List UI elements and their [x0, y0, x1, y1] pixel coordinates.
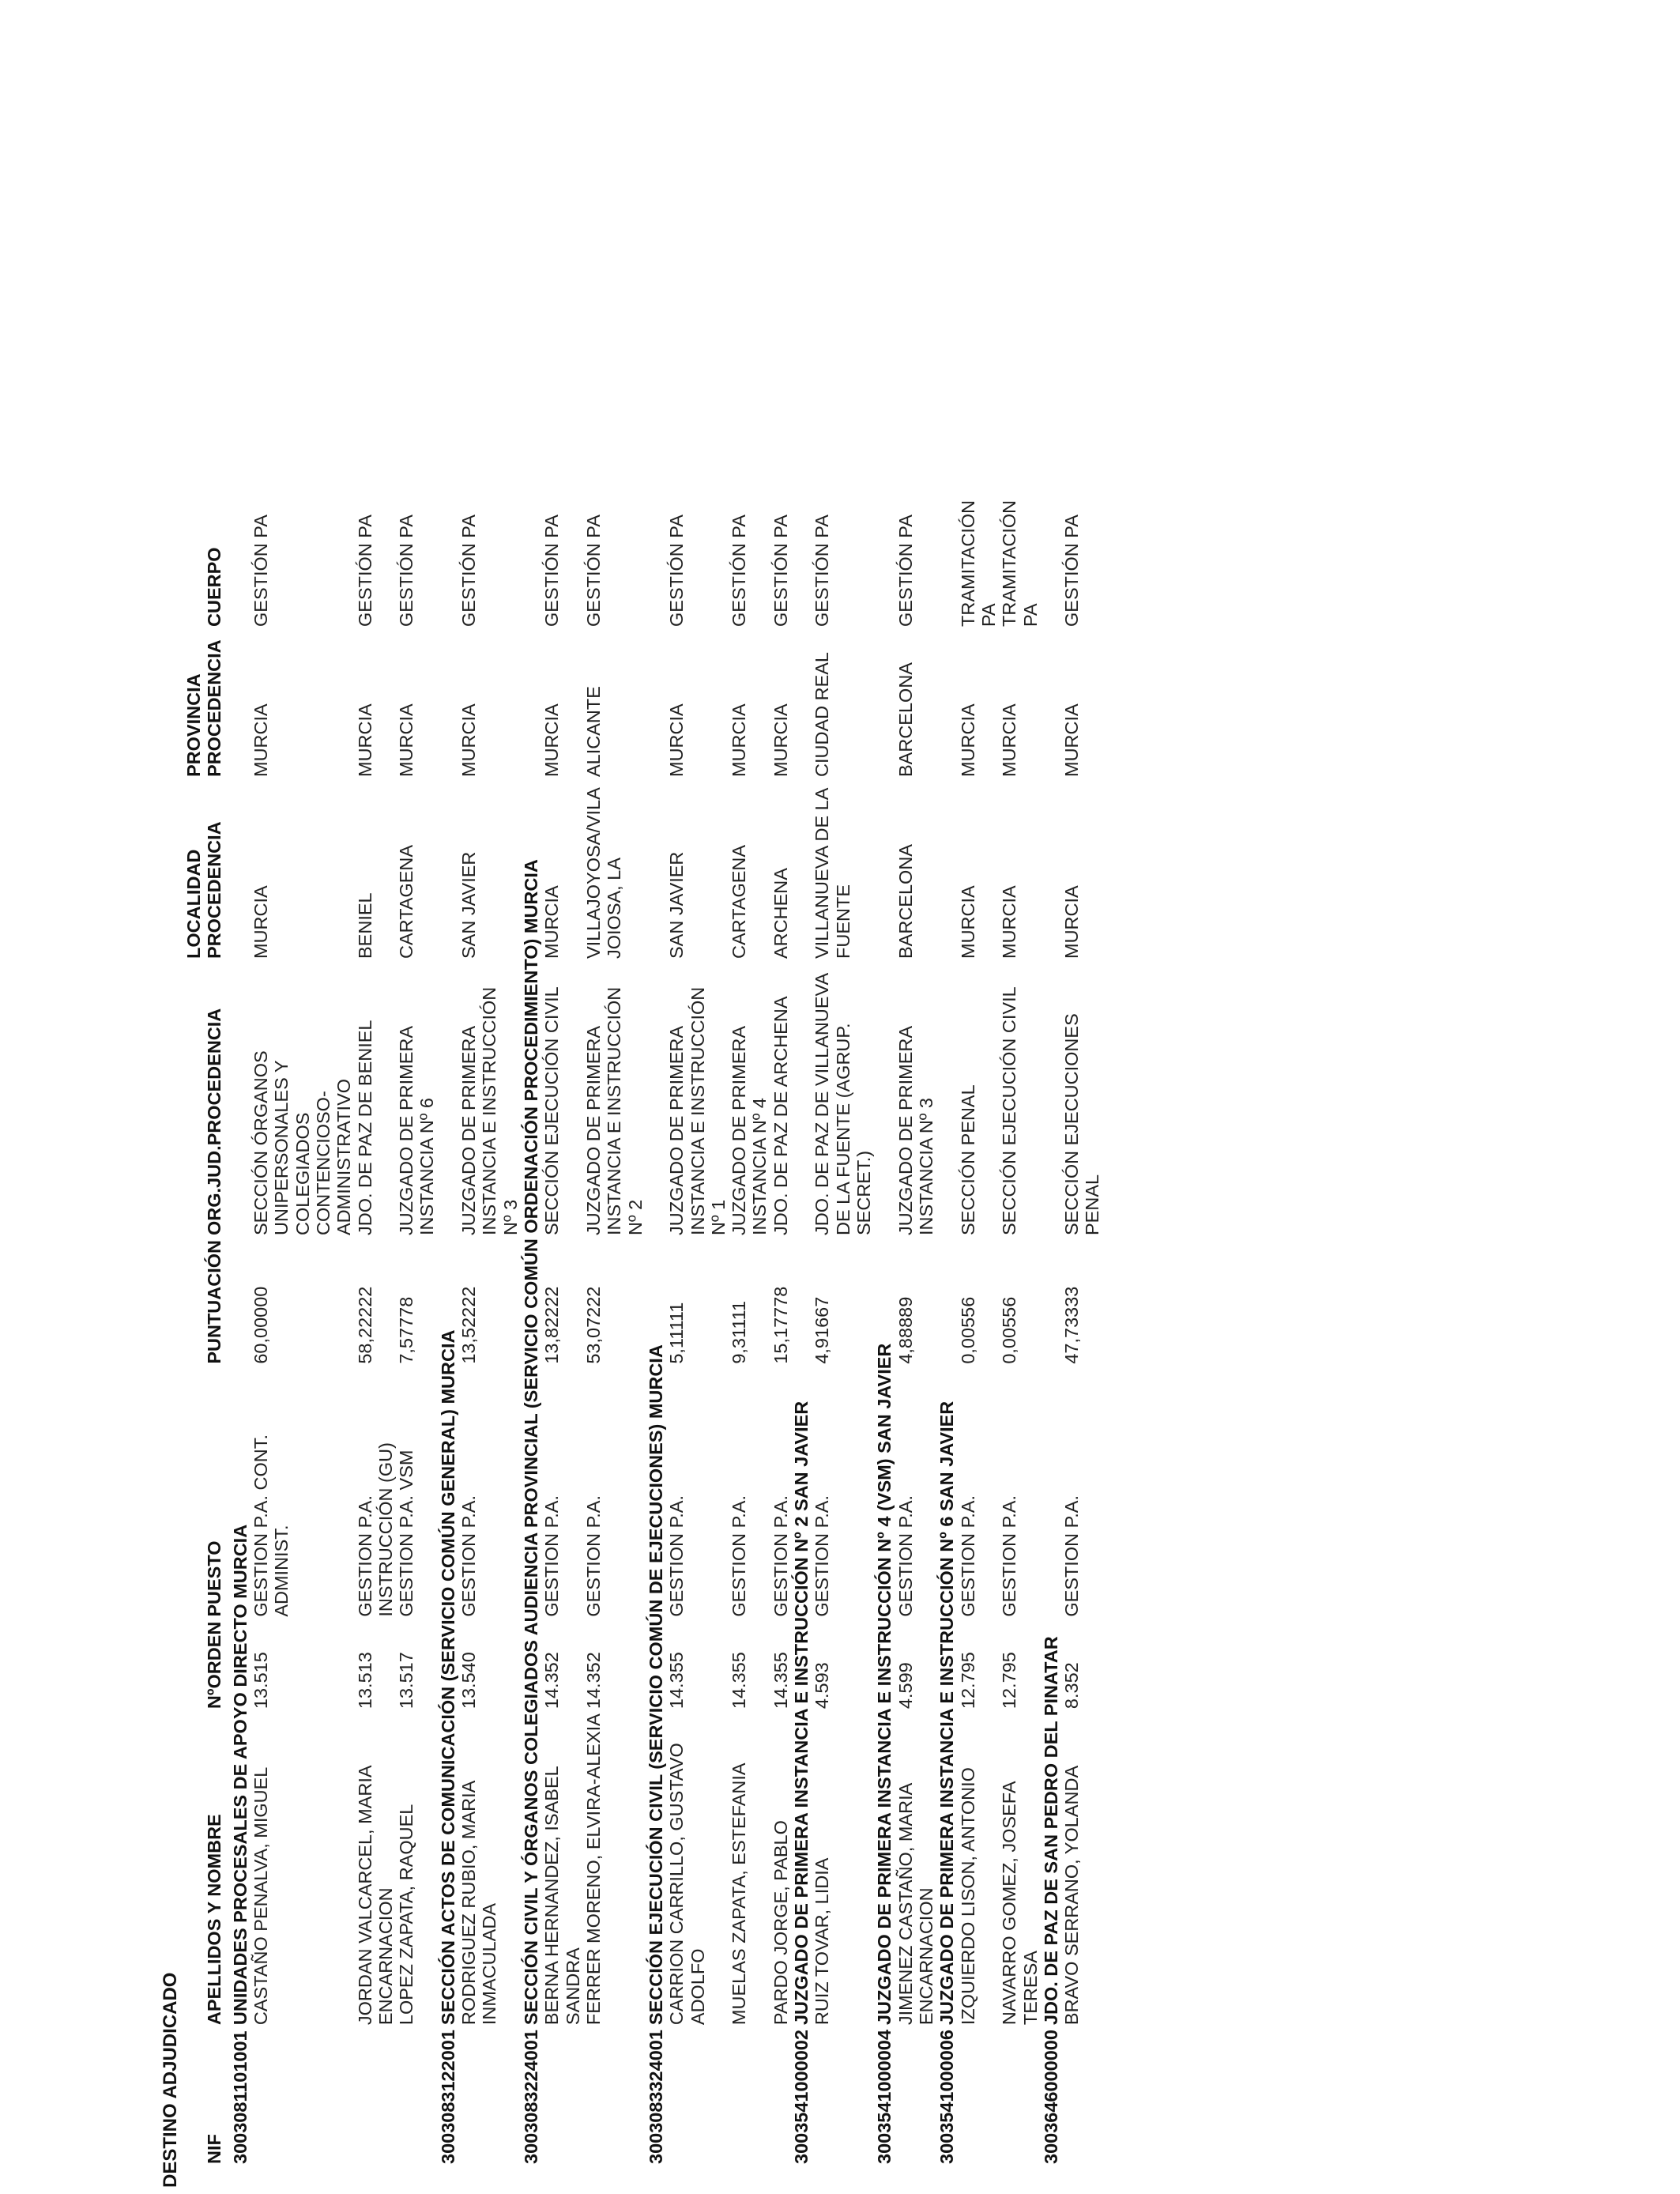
provincia-cell: MURCIA	[354, 703, 375, 777]
puntuacion-cell: 47,73333	[1061, 1286, 1083, 1364]
puesto-cell: GESTION P.A.	[957, 1495, 978, 1617]
cuerpo-cell: GESTIÓN PA	[250, 515, 271, 627]
nombre-cell: MUELAS ZAPATA, ESTEFANIA	[729, 1762, 750, 2026]
nif-cell	[895, 2025, 937, 2164]
nombre-cell: JORDAN VALCARCEL, MARIA ENCARNACION	[354, 1766, 396, 2026]
localidad-cell: CARTAGENA	[396, 844, 417, 959]
table-row	[666, 484, 729, 2164]
header-cuerpo: CUERPO	[204, 547, 225, 627]
destination-name: JUZGADO DE PRIMERA INSTANCIA E INSTRUCCIÓN Nº 2 SAN JAVIER	[791, 1400, 812, 2026]
destination-code: 3003541000004	[874, 2030, 895, 2164]
destination-group-row	[936, 484, 957, 2164]
nombre-cell: IZQUIERDO LISON, ANTONIO	[957, 1767, 978, 2026]
orden-cell: 12.795	[999, 1652, 1020, 1710]
provincia-cell: MURCIA	[1061, 703, 1083, 777]
nombre-cell: CARRION CARRILLO, GUSTAVO ADOLFO	[666, 1743, 708, 2026]
destination-name: SECCIÓN CIVIL Y ÓRGANOS COLEGIADOS AUDIENCIA PROVINCIAL (SERVICIO COMÚN ORDENACIÓN PROCEDIMIENTO) MURCIA	[521, 859, 541, 2026]
org-cell: SECCIÓN EJECUCIÓN CIVIL	[999, 986, 1020, 1235]
cuerpo-cell: GESTIÓN PA	[770, 515, 791, 627]
header-puntuacion: PUNTUACIÓN	[204, 1240, 225, 1364]
localidad-cell: VILLANUEVA DE LA FUENTE	[812, 788, 853, 959]
puesto-cell: GESTION P.A.	[729, 1495, 750, 1617]
destination-group-row	[438, 484, 458, 2164]
org-cell: JDO. DE PAZ DE VILLANUEVA DE LA FUENTE (AGRUP. SECRET.)	[812, 974, 874, 1235]
orden-cell: 14.352	[541, 1652, 563, 1710]
puntuacion-cell: 58,22222	[354, 1286, 375, 1364]
header-nombre: APELLIDOS Y NOMBRE	[204, 1814, 225, 2026]
destination-code: 3003081101001	[229, 2030, 250, 2164]
nif-cell	[958, 2025, 1000, 2164]
nif-cell	[812, 2025, 874, 2164]
puntuacion-cell: 0,00556	[999, 1296, 1020, 1364]
table-row	[895, 484, 937, 2164]
table-row	[999, 484, 1041, 2164]
puesto-cell: GESTION P.A.	[999, 1495, 1020, 1617]
nif-cell	[583, 2025, 646, 2164]
cuerpo-cell: GESTIÓN PA	[354, 515, 375, 627]
localidad-cell: MURCIA	[957, 885, 978, 959]
orden-cell: 4.599	[895, 1662, 916, 1710]
provincia-cell: MURCIA	[541, 703, 563, 777]
provincia-cell: MURCIA	[666, 703, 687, 777]
cuerpo-cell: GESTIÓN PA	[1061, 515, 1083, 627]
nif-cell	[1061, 2025, 1103, 2164]
org-cell: SECCIÓN EJECUCIONES PENAL	[1061, 1013, 1103, 1235]
orden-cell: 14.352	[582, 1652, 604, 1710]
table-row	[729, 484, 770, 2164]
puntuacion-cell: 4,91667	[812, 1296, 833, 1364]
puesto-cell: GESTION P.A. INSTRUCCIÓN (GU)	[354, 1442, 396, 1617]
destination-code: 3003646000000	[1040, 2030, 1061, 2164]
puesto-cell: GESTION P.A. VSM	[396, 1449, 417, 1617]
localidad-cell: ARCHENA	[770, 868, 791, 959]
puntuacion-cell: 4,88889	[895, 1296, 916, 1364]
provincia-cell: MURCIA	[957, 703, 978, 777]
provincia-cell: BARCELONA	[895, 662, 916, 777]
nombre-cell: LOPEZ ZAPATA, RAQUEL	[396, 1804, 417, 2026]
org-cell: JUZGADO DE PRIMERA INSTANCIA Nº 3	[895, 1027, 936, 1235]
nif-cell	[666, 2025, 729, 2164]
localidad-cell: SAN JAVIER	[666, 851, 687, 959]
cuerpo-cell: GESTIÓN PA	[396, 515, 417, 627]
table-row	[458, 484, 521, 2164]
nombre-cell: FERRER MORENO, ELVIRA-ALEXIA	[582, 1713, 604, 2026]
cuerpo-cell: GESTIÓN PA	[666, 515, 687, 627]
destination-code: 3003083224001	[521, 2030, 541, 2164]
org-cell: JDO. DE PAZ DE BENIEL	[354, 1020, 375, 1235]
localidad-cell: MURCIA	[999, 885, 1020, 959]
header-orden: NºORDEN	[204, 1621, 225, 1710]
destination-group-row	[791, 484, 812, 2164]
nombre-cell: JIMENEZ CASTAÑO, MARIA ENCARNACION	[895, 1783, 936, 2026]
puesto-cell: GESTION P.A.	[582, 1495, 604, 1617]
table-row	[1061, 484, 1103, 2164]
header-nif: NIF	[204, 2134, 225, 2164]
org-cell: SECCIÓN PENAL	[957, 1084, 978, 1235]
header-row	[183, 484, 230, 2164]
provincia-cell: MURCIA	[458, 703, 480, 777]
nif-cell	[999, 2025, 1041, 2164]
localidad-cell: SAN JAVIER	[458, 851, 480, 959]
destination-name: UNIDADES PROCESALES DE APOYO DIRECTO MURCIA	[229, 1524, 250, 2026]
orden-cell: 8.352	[1061, 1662, 1083, 1710]
destination-group-row	[646, 484, 666, 2164]
orden-cell: 12.795	[957, 1652, 978, 1710]
nif-cell	[396, 2025, 438, 2164]
puesto-cell: GESTION P.A.	[458, 1495, 480, 1617]
table-row	[812, 484, 874, 2164]
table-row	[958, 484, 1000, 2164]
puesto-cell: GESTION P.A.	[812, 1495, 833, 1617]
localidad-cell: MURCIA	[541, 885, 563, 959]
localidad-cell: VILLAJOYOSA/VILA JOIOSA, LA	[582, 788, 625, 959]
destination-group-row	[230, 484, 250, 2164]
orden-cell: 14.355	[770, 1652, 791, 1710]
puntuacion-cell: 13,82222	[541, 1286, 563, 1364]
org-cell: JUZGADO DE PRIMERA INSTANCIA Nº 4	[729, 1027, 770, 1235]
cuerpo-cell: GESTIÓN PA	[895, 515, 916, 627]
cuerpo-cell: GESTIÓN PA	[729, 515, 750, 627]
destination-name: JUZGADO DE PRIMERA INSTANCIA E INSTRUCCIÓN Nº 6 SAN JAVIER	[936, 1400, 958, 2026]
cuerpo-cell: GESTIÓN PA	[541, 515, 563, 627]
assignment-table	[183, 484, 1103, 2164]
cuerpo-cell: TRAMITACIÓN PA	[999, 499, 1041, 627]
table-row	[541, 484, 583, 2164]
provincia-cell: MURCIA	[396, 703, 417, 777]
table-row	[396, 484, 438, 2164]
table-row	[770, 484, 791, 2164]
puntuacion-cell: 15,17778	[770, 1286, 791, 1364]
puesto-cell: GESTION P.A.	[541, 1495, 563, 1617]
destination-code: 3003541000006	[936, 2030, 958, 2164]
puntuacion-cell: 13,52222	[458, 1286, 480, 1364]
puntuacion-cell: 9,31111	[729, 1300, 750, 1364]
destination-name: SECCIÓN ACTOS DE COMUNICACIÓN (SERVICIO COMÚN GENERAL) MURCIA	[437, 1329, 458, 2026]
org-cell: SECCIÓN EJECUCIÓN CIVIL	[541, 986, 563, 1235]
nombre-cell: CASTAÑO PENALVA, MIGUEL	[250, 1766, 271, 2026]
puntuacion-cell: 0,00556	[957, 1296, 978, 1364]
nombre-cell: PARDO JORGE, PABLO	[770, 1820, 791, 2026]
provincia-cell: MURCIA	[770, 703, 791, 777]
orden-cell: 14.355	[729, 1652, 750, 1710]
localidad-cell: BARCELONA	[895, 844, 916, 959]
nif-cell	[355, 2025, 397, 2164]
localidad-cell: BENIEL	[354, 892, 375, 959]
provincia-cell: MURCIA	[250, 703, 271, 777]
org-cell: JUZGADO DE PRIMERA INSTANCIA E INSTRUCCIÓN Nº 1	[666, 986, 729, 1235]
puesto-cell: GESTION P.A. CONT. ADMINIST.	[250, 1434, 292, 1617]
document-title: DESTINO ADJUDICADO	[160, 1972, 181, 2188]
table-row	[583, 484, 646, 2164]
nif-cell	[770, 2025, 791, 2164]
puesto-cell: GESTION P.A.	[1061, 1495, 1083, 1617]
puesto-cell: GESTION P.A.	[895, 1495, 916, 1617]
provincia-cell: ALICANTE	[582, 686, 604, 777]
destination-name: JDO. DE PAZ DE SAN PEDRO DEL PINATAR	[1040, 1636, 1061, 2026]
destination-name: SECCIÓN EJECUCIÓN CIVIL (SERVICIO COMÚN DE EJECUCIONES) MURCIA	[645, 1344, 666, 2026]
destination-code: 3003083324001	[645, 2030, 666, 2164]
org-cell: JUZGADO DE PRIMERA INSTANCIA E INSTRUCCIÓN Nº 2	[582, 986, 646, 1235]
puntuacion-cell: 7,57778	[396, 1296, 417, 1364]
destination-group-row	[874, 484, 895, 2164]
org-cell: JUZGADO DE PRIMERA INSTANCIA E INSTRUCCIÓN Nº 3	[458, 986, 521, 1235]
puesto-cell: GESTION P.A.	[666, 1495, 687, 1617]
org-cell: SECCIÓN ÓRGANOS UNIPERSONALES Y COLEGIADOS CONTENCIOSO-ADMINISTRATIVO	[250, 1050, 355, 1235]
nombre-cell: BERNA HERNANDEZ, ISABEL SANDRA	[541, 1766, 583, 2026]
cuerpo-cell: GESTIÓN PA	[812, 515, 833, 627]
localidad-cell: CARTAGENA	[729, 844, 750, 959]
destination-code: 3003083122001	[437, 2030, 458, 2164]
orden-cell: 13.513	[354, 1652, 375, 1710]
nif-cell	[458, 2025, 521, 2164]
cuerpo-cell: TRAMITACIÓN PA	[957, 499, 999, 627]
puntuacion-cell: 53,07222	[582, 1286, 604, 1364]
org-cell: JUZGADO DE PRIMERA INSTANCIA Nº 6	[396, 1027, 438, 1235]
destination-group-row	[521, 484, 541, 2164]
provincia-cell: CIUDAD REAL	[812, 651, 833, 777]
localidad-cell: MURCIA	[1061, 885, 1083, 959]
orden-cell: 13.517	[396, 1652, 417, 1710]
nif-cell	[250, 2025, 355, 2164]
header-puesto: PUESTO	[204, 1540, 225, 1617]
header-provincia: PROVINCIA PROCEDENCIA	[183, 639, 225, 777]
cuerpo-cell: GESTIÓN PA	[458, 515, 480, 627]
org-cell: JDO. DE PAZ DE ARCHENA	[770, 996, 791, 1235]
puntuacion-cell: 5,11111	[666, 1302, 687, 1364]
table-row	[250, 484, 355, 2164]
nif-cell	[541, 2025, 583, 2164]
nombre-cell: NAVARRO GOMEZ, JOSEFA TERESA	[999, 1781, 1041, 2026]
nombre-cell: RODRIGUEZ RUBIO, MARIA INMACULADA	[458, 1781, 500, 2026]
cuerpo-cell: GESTIÓN PA	[582, 515, 604, 627]
nombre-cell: RUIZ TOVAR, LIDIA	[812, 1857, 833, 2026]
puntuacion-cell: 60,00000	[250, 1286, 271, 1364]
localidad-cell: MURCIA	[250, 885, 271, 959]
table-row	[355, 484, 397, 2164]
destination-name: JUZGADO DE PRIMERA INSTANCIA E INSTRUCCIÓN Nº 4 (VSM) SAN JAVIER	[874, 1343, 895, 2026]
nombre-cell: BRAVO SERRANO, YOLANDA	[1061, 1765, 1083, 2026]
provincia-cell: MURCIA	[729, 703, 750, 777]
orden-cell: 13.515	[250, 1652, 271, 1710]
orden-cell: 13.540	[458, 1652, 480, 1710]
destination-code: 3003541000002	[791, 2030, 812, 2164]
puesto-cell: GESTION P.A.	[770, 1495, 791, 1617]
nif-cell	[729, 2025, 770, 2164]
table-body	[230, 484, 1103, 2164]
provincia-cell: MURCIA	[999, 703, 1020, 777]
destination-group-row	[1041, 484, 1061, 2164]
header-org: ORG.JUD.PROCEDENCIA	[204, 1008, 225, 1235]
orden-cell: 14.355	[666, 1652, 687, 1710]
header-localidad: LOCALIDAD PROCEDENCIA	[183, 821, 225, 959]
orden-cell: 4.593	[812, 1662, 833, 1710]
